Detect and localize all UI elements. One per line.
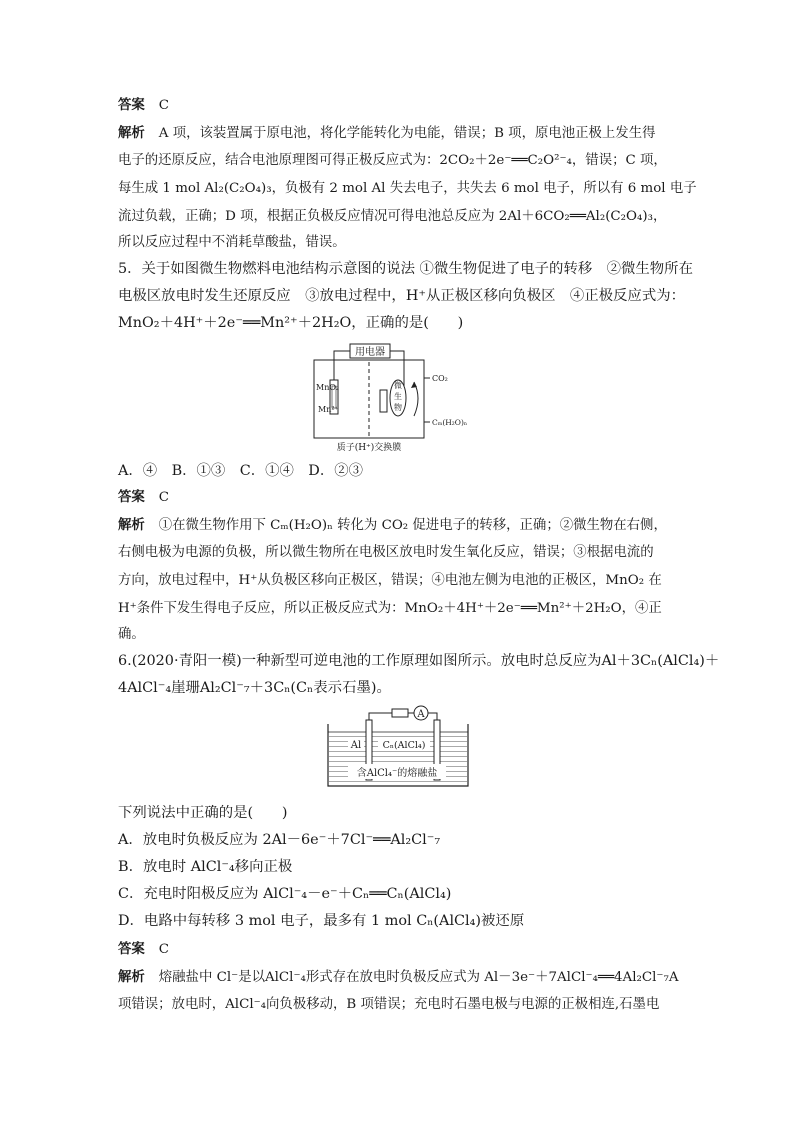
mn2-label: Mn²⁺ — [318, 405, 339, 414]
svg-text:物: 物 — [394, 403, 402, 412]
q5-stem-line-2: 电极区放电时发生还原反应 ③放电过程中，H⁺从正极区移向负极区 ④正极反应式为： — [118, 288, 685, 304]
cn-label: Cₙ(AlCl₄) — [382, 740, 426, 751]
q6-analysis-line-2: 项错误；放电时，AlCl⁻₄向负极移动，B 项错误；充电时石墨电极与电源的正极相连,石墨电 — [118, 997, 660, 1012]
q5-analysis-line-1: 解析 ①在微生物作用下 Cₘ(H₂O)ₙ 转化为 CO₂ 促进电子的转移，正确；②微生物在右侧， — [118, 517, 667, 533]
q5-options: A．④ B．①③ C．①④ D．②③ — [118, 463, 363, 479]
q5-stem-line-1: 5．关于如图微生物燃料电池结构示意图的说法 ①微生物促进了电子的转移 ②微生物所在 — [118, 261, 693, 277]
al-label: Al — [350, 740, 362, 751]
q5-answer: C — [158, 490, 170, 505]
resistor — [392, 709, 408, 717]
q5-analysis-line-2: 右侧电极为电源的负极，所以微生物所在电极区放电时发生氧化反应，错误；③根据电流的 — [118, 545, 654, 560]
q6-option-a: A．放电时负极反应为 2Al－6e⁻＋7Cl⁻══Al₂Cl⁻₇ — [118, 832, 441, 848]
cm-label: Cₘ(H₂O)ₙ — [432, 418, 468, 427]
analysis-label: 解析 — [118, 125, 145, 141]
q6-question: 下列说法中正确的是( ) — [118, 805, 288, 821]
salt-label: 含AlCl₄⁻的熔融盐 — [356, 768, 438, 779]
q6-option-d: D．电路中每转移 3 mol 电子，最多有 1 mol Cₙ(AlCl₄)被还原 — [118, 913, 525, 929]
q4-analysis-line-4: 流过负载，正确；D 项，根据正负极反应情况可得电池总反应为 2Al＋6CO₂══Al₂(C₂O₄)₃， — [118, 209, 667, 224]
svg-text:生: 生 — [394, 392, 402, 401]
q5-analysis-line-3: 方向，放电过程中，H⁺从负极区移向正极区，错误；④电池左侧为电池的正极区，MnO₂ 在 — [118, 573, 662, 588]
q5-analysis-line-4: H⁺条件下发生得电子反应，所以正极反应式为：MnO₂＋4H⁺＋2e⁻══Mn²⁺＋2H₂O，④正 — [118, 601, 662, 616]
q6-answer: C — [158, 942, 170, 957]
svg-text:微: 微 — [394, 381, 402, 390]
q6-answer-line — [118, 940, 678, 959]
q6-analysis-line-1: 解析 熔融盐中 Cl⁻是以AlCl⁻₄形式存在放电时负极反应式为 Al－3e⁻＋7AlCl⁻₄══4Al₂Cl⁻₇A — [118, 969, 679, 985]
answer-label: 答案 — [118, 941, 145, 957]
q4-answer-line — [118, 96, 678, 115]
analysis-label: 解析 — [118, 969, 145, 985]
mno2-label: MnO₂ — [316, 383, 340, 392]
q5-fuel-cell-figure — [312, 340, 476, 456]
q4-analysis-line-2: 电子的还原反应，结合电池原理图可得正极反应式为：2CO₂＋2e⁻══C₂O²⁻₄，错误；C 项， — [118, 153, 667, 168]
q4-analysis-line-5: 所以反应过程中不消耗草酸盐，错误。 — [118, 235, 346, 250]
q5-analysis-line-5: 确。 — [118, 627, 145, 642]
answer-label: 答案 — [118, 97, 145, 113]
q6-option-c: C．充电时阳极反应为 AlCl⁻₄－e⁻＋Cₙ══Cₙ(AlCl₄) — [118, 886, 452, 902]
q6-stem-line-1: 6.(2020·青阳一模)一种新型可逆电池的工作原理如图所示。放电时总反应为Al＋3Cₙ(AlCl₄)＋ — [118, 653, 720, 669]
q4-analysis-line-1: 解析 A 项，该装置属于原电池，将化学能转化为电能，错误；B 项，原电池正极上发生得 — [118, 125, 656, 141]
q6-battery-figure — [322, 704, 474, 790]
q5-answer-line — [118, 488, 678, 507]
membrane-label: 质子(H⁺)交换膜 — [336, 443, 402, 453]
q5-stem-line-3: MnO₂＋4H⁺＋2e⁻══Mn²⁺＋2H₂O，正确的是( ) — [118, 315, 464, 331]
ammeter-label: A — [417, 709, 425, 720]
q6-option-b: B．放电时 AlCl⁻₄移向正极 — [118, 859, 293, 875]
analysis-label: 解析 — [118, 517, 145, 533]
device-label: 用电器 — [355, 347, 385, 358]
q6-stem-line-2: 4AlCl⁻₄崖珊Al₂Cl⁻₇＋3Cₙ(Cₙ表示石墨)。 — [118, 680, 391, 696]
q4-analysis-line-3: 每生成 1 mol Al₂(C₂O₄)₃，负极有 2 mol Al 失去电子，共失去 6 mol 电子，所以有 6 mol 电子 — [118, 181, 697, 196]
co2-label: CO₂ — [432, 374, 448, 383]
answer-label: 答案 — [118, 489, 145, 505]
q4-answer: C — [158, 98, 170, 113]
